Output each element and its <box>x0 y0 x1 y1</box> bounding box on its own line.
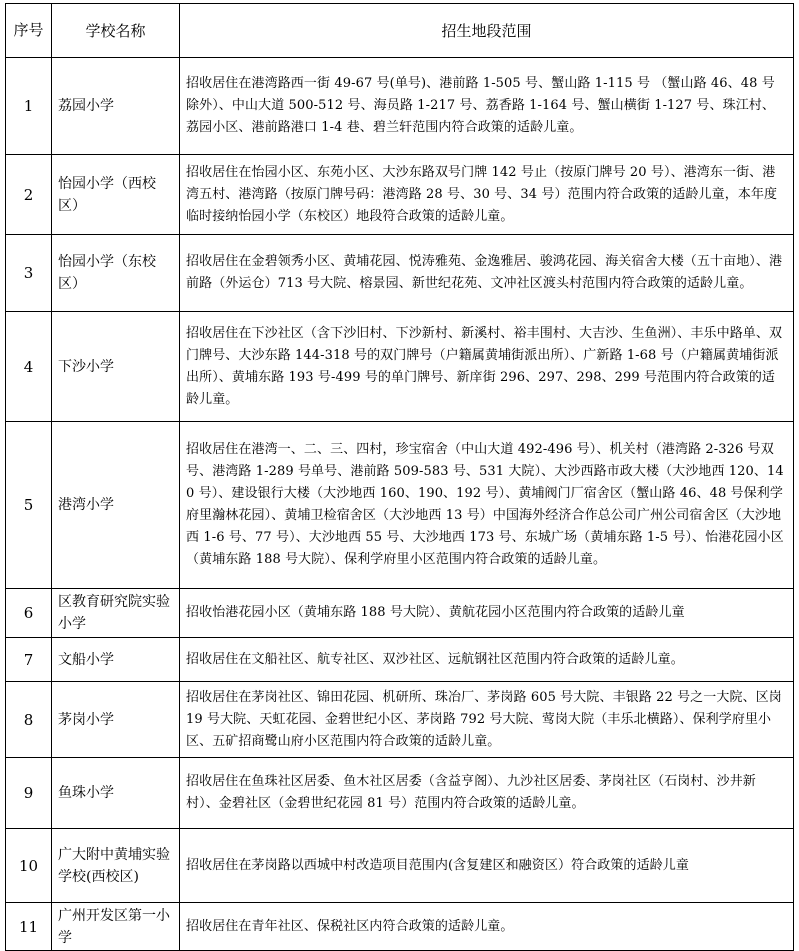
header-no: 序号 <box>6 4 52 58</box>
row-no: 6 <box>6 589 52 638</box>
table-row <box>6 589 794 638</box>
row-school: 怡园小学（东校区） <box>52 235 180 312</box>
table-row <box>6 58 794 155</box>
row-no: 5 <box>6 422 52 589</box>
row-no: 2 <box>6 155 52 235</box>
table-row <box>6 758 794 829</box>
row-school: 下沙小学 <box>52 312 180 422</box>
row-range: 招收怡港花园小区（黄埔东路 188 号大院）、黄航花园小区范围内符合政策的适龄儿童 <box>180 589 794 638</box>
row-school: 鱼珠小学 <box>52 758 180 829</box>
table-row <box>6 638 794 682</box>
table-row <box>6 235 794 312</box>
row-range: 招收居住在鱼珠社区居委、鱼木社区居委（含益亨阁）、九沙社区居委、茅岗社区（石岗村、沙井新村）、金碧社区（金碧世纪花园 81 号）范围内符合政策的适龄儿童。 <box>180 758 794 829</box>
row-range: 招收居住在青年社区、保税社区内符合政策的适龄儿童。 <box>180 903 794 951</box>
table-row <box>6 682 794 758</box>
row-school: 怡园小学（西校区） <box>52 155 180 235</box>
row-no: 3 <box>6 235 52 312</box>
row-school: 文船小学 <box>52 638 180 682</box>
row-no: 11 <box>6 903 52 951</box>
row-school: 区教育研究院实验小学 <box>52 589 180 638</box>
row-range: 招收居住在金碧领秀小区、黄埔花园、悦涛雅苑、金逸雅居、骏鸿花园、海关宿舍大楼（五十亩地）、港前路（外运仓）713 号大院、榕景园、新世纪花苑、文冲社区渡头村范围内符合政策的适龄儿童。 <box>180 235 794 312</box>
table-header-row <box>6 4 794 58</box>
row-range: 招收居住在茅岗路以西城中村改造项目范围内(含复建区和融资区）符合政策的适龄儿童 <box>180 829 794 903</box>
row-range: 招收居住在茅岗社区、锦田花园、机研所、珠冶厂、茅岗路 605 号大院、丰银路 22 号之一大院、区岗 19 号大院、天虹花园、金碧世纪小区、茅岗路 792 号大院、莺岗大院（丰乐北横路）、保利学府里小区、五矿招商鹭山府小区范围内符合政策的适龄儿童。 <box>180 682 794 758</box>
row-range: 招收居住在下沙社区（含下沙旧村、下沙新村、新溪村、裕丰围村、大吉沙、生鱼洲）、丰乐中路单、双门牌号、大沙东路 144-318 号的双门牌号（户籍属黄埔街派出所）、广新路 1-68 号（户籍属黄埔街派出所）、黄埔东路 193 号-499 号的单门牌号、新庠街 296、297、298、299 号范围内符合政策的适龄儿童。 <box>180 312 794 422</box>
table-row <box>6 155 794 235</box>
table-row <box>6 312 794 422</box>
row-range: 招收居住在怡园小区、东苑小区、大沙东路双号门牌 142 号止（按原门牌号 20 号）、港湾东一街、港湾五村、港湾路（按原门牌号码：港湾路 28 号、30 号、34 号）范围内符合政策的适龄儿童，本年度临时接纳怡园小学（东校区）地段符合政策的适龄儿童。 <box>180 155 794 235</box>
table-row <box>6 829 794 903</box>
row-range: 招收居住在港湾一、二、三、四村，珍宝宿舍（中山大道 492-496 号）、机关村（港湾路 2-326 号双号、港湾路 1-289 号单号、港前路 509-583 号、531 大院）、大沙西路市政大楼（大沙地西 120、140 号）、建设银行大楼（大沙地西 160、190、192 号）、黄埔阀门厂宿舍区（蟹山路 46、48 号保利学府里瀚林花园）、黄埔卫检宿舍区（大沙地西 13 号）中国海外经济合作总公司广州公司宿舍区（大沙地西 1-6 号、77 号）、大沙地西 55 号、大沙地西 173 号、东城广场（黄埔东路 1-5 号）、怡港花园小区（黄埔东路 188 号大院）、保利学府里小区范围内符合政策的适龄儿童。 <box>180 422 794 589</box>
table-row <box>6 903 794 951</box>
row-no: 4 <box>6 312 52 422</box>
row-no: 9 <box>6 758 52 829</box>
row-no: 10 <box>6 829 52 903</box>
admissions-table <box>5 3 794 951</box>
row-school: 广大附中黄埔实验学校(西校区) <box>52 829 180 903</box>
row-school: 港湾小学 <box>52 422 180 589</box>
row-no: 8 <box>6 682 52 758</box>
row-school: 茅岗小学 <box>52 682 180 758</box>
header-range: 招生地段范围 <box>180 4 794 58</box>
row-range: 招收居住在港湾路西一街 49-67 号(单号)、港前路 1-505 号、蟹山路 1-115 号 （蟹山路 46、48 号除外）、中山大道 500-512 号、海员路 1-217 号、荔香路 1-164 号、蟹山横街 1-127 号、珠江村、荔园小区、港前路港口 1-4 巷、碧兰轩范围内符合政策的适龄儿童。 <box>180 58 794 155</box>
row-no: 7 <box>6 638 52 682</box>
row-school: 荔园小学 <box>52 58 180 155</box>
row-school: 广州开发区第一小学 <box>52 903 180 951</box>
row-no: 1 <box>6 58 52 155</box>
table-row <box>6 422 794 589</box>
row-range: 招收居住在文船社区、航专社区、双沙社区、远航钢社区范围内符合政策的适龄儿童。 <box>180 638 794 682</box>
header-school: 学校名称 <box>52 4 180 58</box>
